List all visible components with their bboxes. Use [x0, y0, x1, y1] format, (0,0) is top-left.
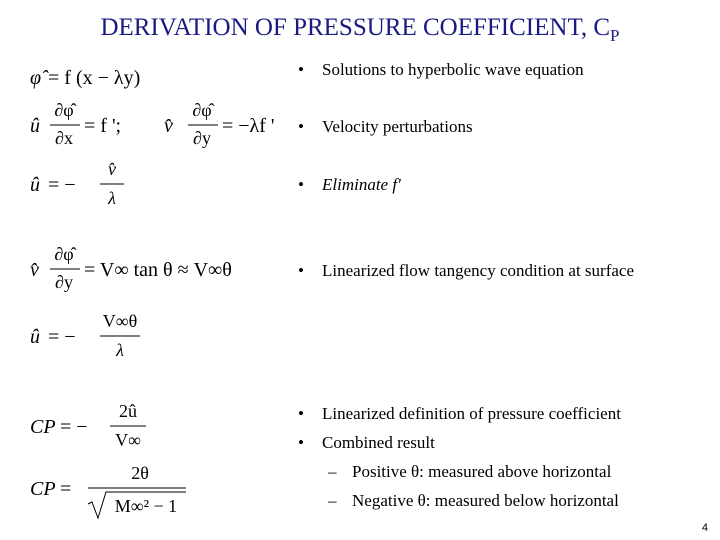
sub-bullet-text: Negative θ: measured below horizontal — [352, 491, 619, 510]
slide-title — [0, 14, 720, 46]
bullet-text: Linearized definition of pressure coefficient — [322, 404, 621, 423]
bullet-text: Solutions to hyperbolic wave equation — [322, 60, 584, 79]
eq3-lhs: û — [30, 174, 40, 196]
bullet-marker: • — [298, 117, 304, 136]
equation-pressure-coefficient-definition — [28, 398, 168, 456]
eq4-lhs: v̂ — [30, 259, 39, 281]
bullet-text: Linearized flow tangency condition at surface — [322, 261, 635, 280]
sub-bullet-marker: – — [328, 462, 337, 481]
slide-title-text: DERIVATION OF PRESSURE COEFFICIENT, C — [100, 14, 611, 41]
equation-flow-tangency — [28, 240, 268, 300]
equation-u-hat-result — [28, 310, 168, 366]
eq4-numerator: ∂φ̂ — [54, 244, 74, 264]
bullet-text: Combined result — [322, 433, 435, 452]
eq2-u-denominator: ∂x — [55, 128, 73, 148]
eq7-numerator: 2θ — [131, 463, 149, 483]
eq2-v-lhs: v̂ — [164, 115, 173, 137]
bullet-marker: • — [298, 175, 304, 194]
eq2-v-denominator: ∂y — [193, 128, 211, 148]
eq5-denominator: λ — [116, 340, 124, 360]
eq4-denominator: ∂y — [55, 272, 73, 292]
slide-title-subscript: P — [610, 26, 620, 45]
eq6-eq: = − — [60, 416, 88, 438]
equation-wave-solution — [28, 60, 188, 94]
equation-combined-result — [28, 460, 188, 524]
bullet-marker: • — [298, 261, 304, 280]
sub-bullet-text: Positive θ: measured above horizontal — [352, 462, 612, 481]
page-number: 4 — [701, 522, 708, 534]
eq2-u-numerator: ∂φ̂ — [54, 100, 74, 120]
eq4-rhs: = V∞ tan θ ≈ V∞θ — [84, 259, 232, 281]
eq2-u-rhs: = f '; — [84, 115, 122, 137]
eq2-v-rhs: = −λf ' — [222, 115, 275, 137]
bullet-marker: • — [298, 404, 304, 423]
bullet-text: Velocity perturbations — [322, 117, 473, 136]
eq2-v-numerator: ∂φ̂ — [192, 100, 212, 120]
eq5-numerator: V∞θ — [102, 311, 138, 331]
eq7-eq: = — [60, 478, 72, 500]
bullet-text: Eliminate f' — [322, 175, 401, 194]
eq6-numerator: 2û — [119, 401, 137, 421]
eq3-denominator: λ — [108, 188, 116, 208]
eq6-denominator: V∞ — [115, 430, 141, 450]
eq1-lhs: φ̂ — [30, 67, 42, 89]
bullet-marker: • — [298, 433, 304, 452]
eq3-numerator: v̂ — [108, 159, 116, 179]
eq7-denominator: M∞² − 1 — [114, 496, 178, 516]
eq5-lhs: û — [30, 326, 40, 348]
eq3-eq: = − — [48, 174, 76, 196]
bullet-marker: • — [298, 60, 304, 79]
eq2-u-lhs: û — [30, 115, 40, 137]
eq1-rhs: = f (x − λy) — [48, 67, 141, 89]
sub-bullet-marker: – — [328, 491, 337, 510]
eq5-eq: = − — [48, 326, 76, 348]
eq7-lhs: CP — [30, 478, 56, 500]
eq6-lhs: CP — [30, 416, 56, 438]
equation-eliminate-f — [28, 158, 148, 214]
equation-velocity-perturbations — [28, 96, 298, 156]
